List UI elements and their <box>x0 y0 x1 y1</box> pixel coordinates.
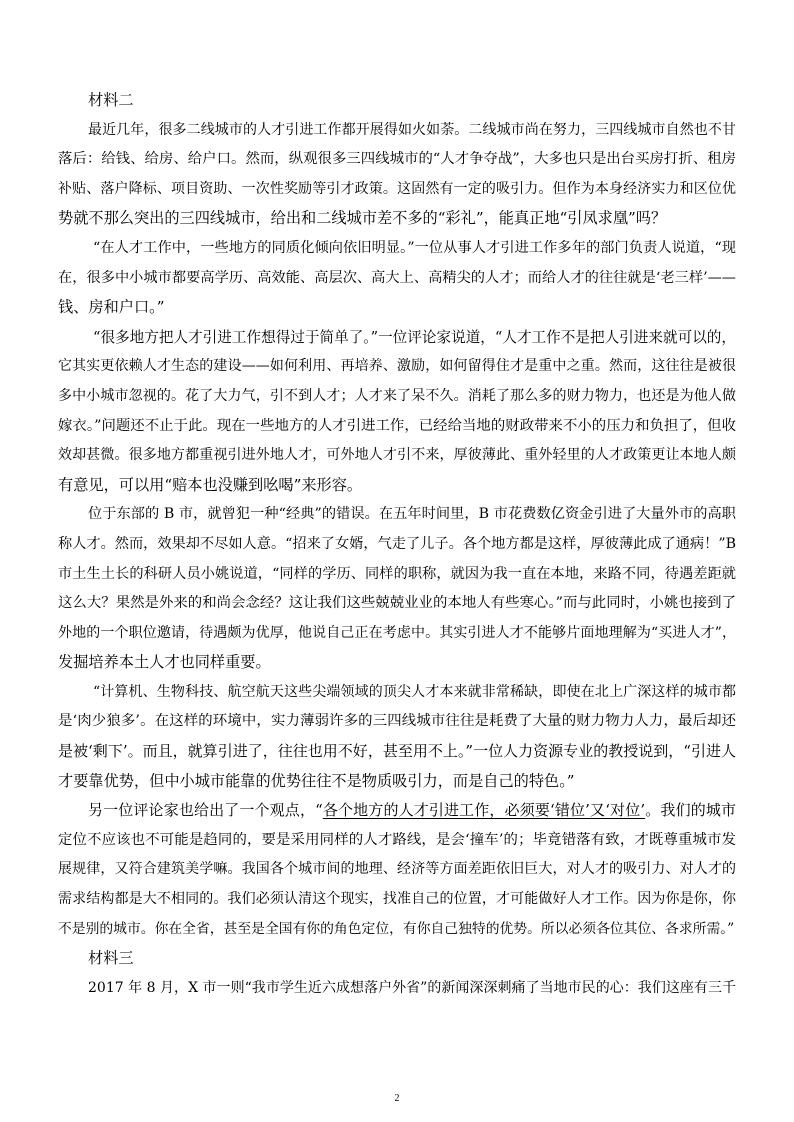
text-line: 是被‘剩下’。而且，就算引进了，往往也用不好，甚至用不上。”一位人力资源专业的教授说到，“引进人 <box>58 742 736 761</box>
text-line: 需求结构都是大不相同的。我们必须认清这个现实，找准自己的位置，才可能做好人才工作。因为你是你，你 <box>58 891 736 908</box>
text-line: 不是别的城市。你在全省，甚至是全国有你的角色定位，有你自己独特的优势。所以必须各位其位、各求所需。” <box>58 920 735 937</box>
text-line: 落后：给钱、给房、给户口。然而，纵观很多三四线城市的“人才争夺战”，大多也只是出台买房打折、租房 <box>58 151 736 168</box>
text-line: 在，很多中小城市都要高学历、高效能、高层次、高大上、高精尖的人才；而给人才的往往就是‘老三样’—— <box>58 269 736 286</box>
text-line: 2017 年 8 月，X 市一则“我市学生近六成想落户外省”的新闻深深刺痛了当地市民的心：我们这座有三千 <box>88 979 736 996</box>
text-line: 展规律，又符合建筑美学嘛。我国各个城市间的地理、经济等方面差距依旧巨大，对人才的吸引力、对人才的 <box>58 861 736 878</box>
text-line: “很多地方把人才引进工作想得过于简单了。”一位评论家说道，“人才工作不是把人引进来就可以的， <box>93 328 736 346</box>
text-line: 称人才。然而，效果却不尽如人意。“招来了女婿，气走了儿子。各个地方都是这样，厚彼薄此成了通病！”B <box>58 535 736 552</box>
underlined-key-sentence: 各个地方的人才引进工作，必须要‘错位’又‘对位’ <box>322 801 646 820</box>
text-line: 最近几年，很多二线城市的人才引进工作都开展得如火如荼。二线城市尚在努力，三四线城市自然也不甘 <box>88 121 736 138</box>
text-segment: 另一位评论家也给出了一个观点，“ <box>88 801 323 820</box>
text-line: 市土生土长的科研人员小姚说道，“同样的学历、同样的职称，就因为我一直在本地，来路不同，待遇差距就 <box>58 565 736 582</box>
page-number: 2 <box>394 1093 400 1104</box>
document-body <box>58 86 736 1003</box>
text-line: 才要靠优势，但中小城市能靠的优势往往不是物质吸引力，而是自己的特色。” <box>58 771 575 790</box>
text-line: 是‘肉少狼多’。在这样的环境中，实力薄弱许多的三四线城市往往是耗费了大量的财力物力人力，最后却还 <box>58 713 736 730</box>
text-line: 钱、房和户口。” <box>58 298 165 317</box>
text-line: 它其实更依赖人才生态的建设——如何利用、再培养、激励，如何留得住才是重中之重。然而，这往往是被很 <box>58 358 736 375</box>
text-line: 补贴、落户降标、项目资助、一次性奖励等引才政策。这固然有一定的吸引力。但作为本身经济实力和区位优 <box>58 180 736 197</box>
text-line: “计算机、生物科技、航空航天这些尖端领域的顶尖人才本来就非常稀缺，即使在北上广深这样的城市都 <box>93 683 736 700</box>
text-line: 外地的一个职位邀请，待遇颇为优厚，他说自己正在考虑中。其实引进人才不能够片面地理解为“买进人才”， <box>58 624 736 641</box>
text-line: 有意见，可以用“赔本也没赚到吆喝”来形容。 <box>58 475 363 494</box>
text-line: 多中小城市忽视的。花了大力气，引不到人才；人才来了呆不久。消耗了那么多的财力物力，也还是为他人做 <box>58 387 736 404</box>
text-line: “在人才工作中，一些地方的同质化倾向依旧明显。”一位从事人才引进工作多年的部门负责人说道，“现 <box>93 239 736 256</box>
text-line <box>58 796 736 826</box>
text-line: 定位不应该也不可能是趋同的，要是采用同样的人才路线，是会‘撞车’的；毕竟错落有致，才既尊重城市发 <box>58 831 736 848</box>
text-line: 这么大？果然是外来的和尚会念经？这让我们这些兢兢业业的本地人有些寒心。”而与此同时，小姚也接到了 <box>58 595 736 612</box>
section-heading-material-2: 材料二 <box>88 91 134 109</box>
text-line: 效却甚微。很多地方都重视引进外地人才，可外地人才引不来，厚彼薄此、重外轻里的人才政策更让本地人颇 <box>58 447 736 464</box>
section-heading-material-3: 材料三 <box>88 949 134 968</box>
text-segment: 。我们的城市 <box>645 801 736 820</box>
text-line: 嫁衣。”问题还不止于此。现在一些地方的人才引进工作，已经给当地的财政带来不小的压力和负担了，但收 <box>58 417 736 434</box>
text-line: 位于东部的 B 市，就曾犯一种“经典”的错误。在五年时间里，B 市花费数亿资金引进了大量外市的高职 <box>88 506 736 523</box>
text-line: 发掘培养本土人才也同样重要。 <box>58 653 271 672</box>
text-line: 势就不那么突出的三四线城市，给出和二线城市差不多的“彩礼”，能真正地“引凤求凰”吗？ <box>58 209 667 228</box>
